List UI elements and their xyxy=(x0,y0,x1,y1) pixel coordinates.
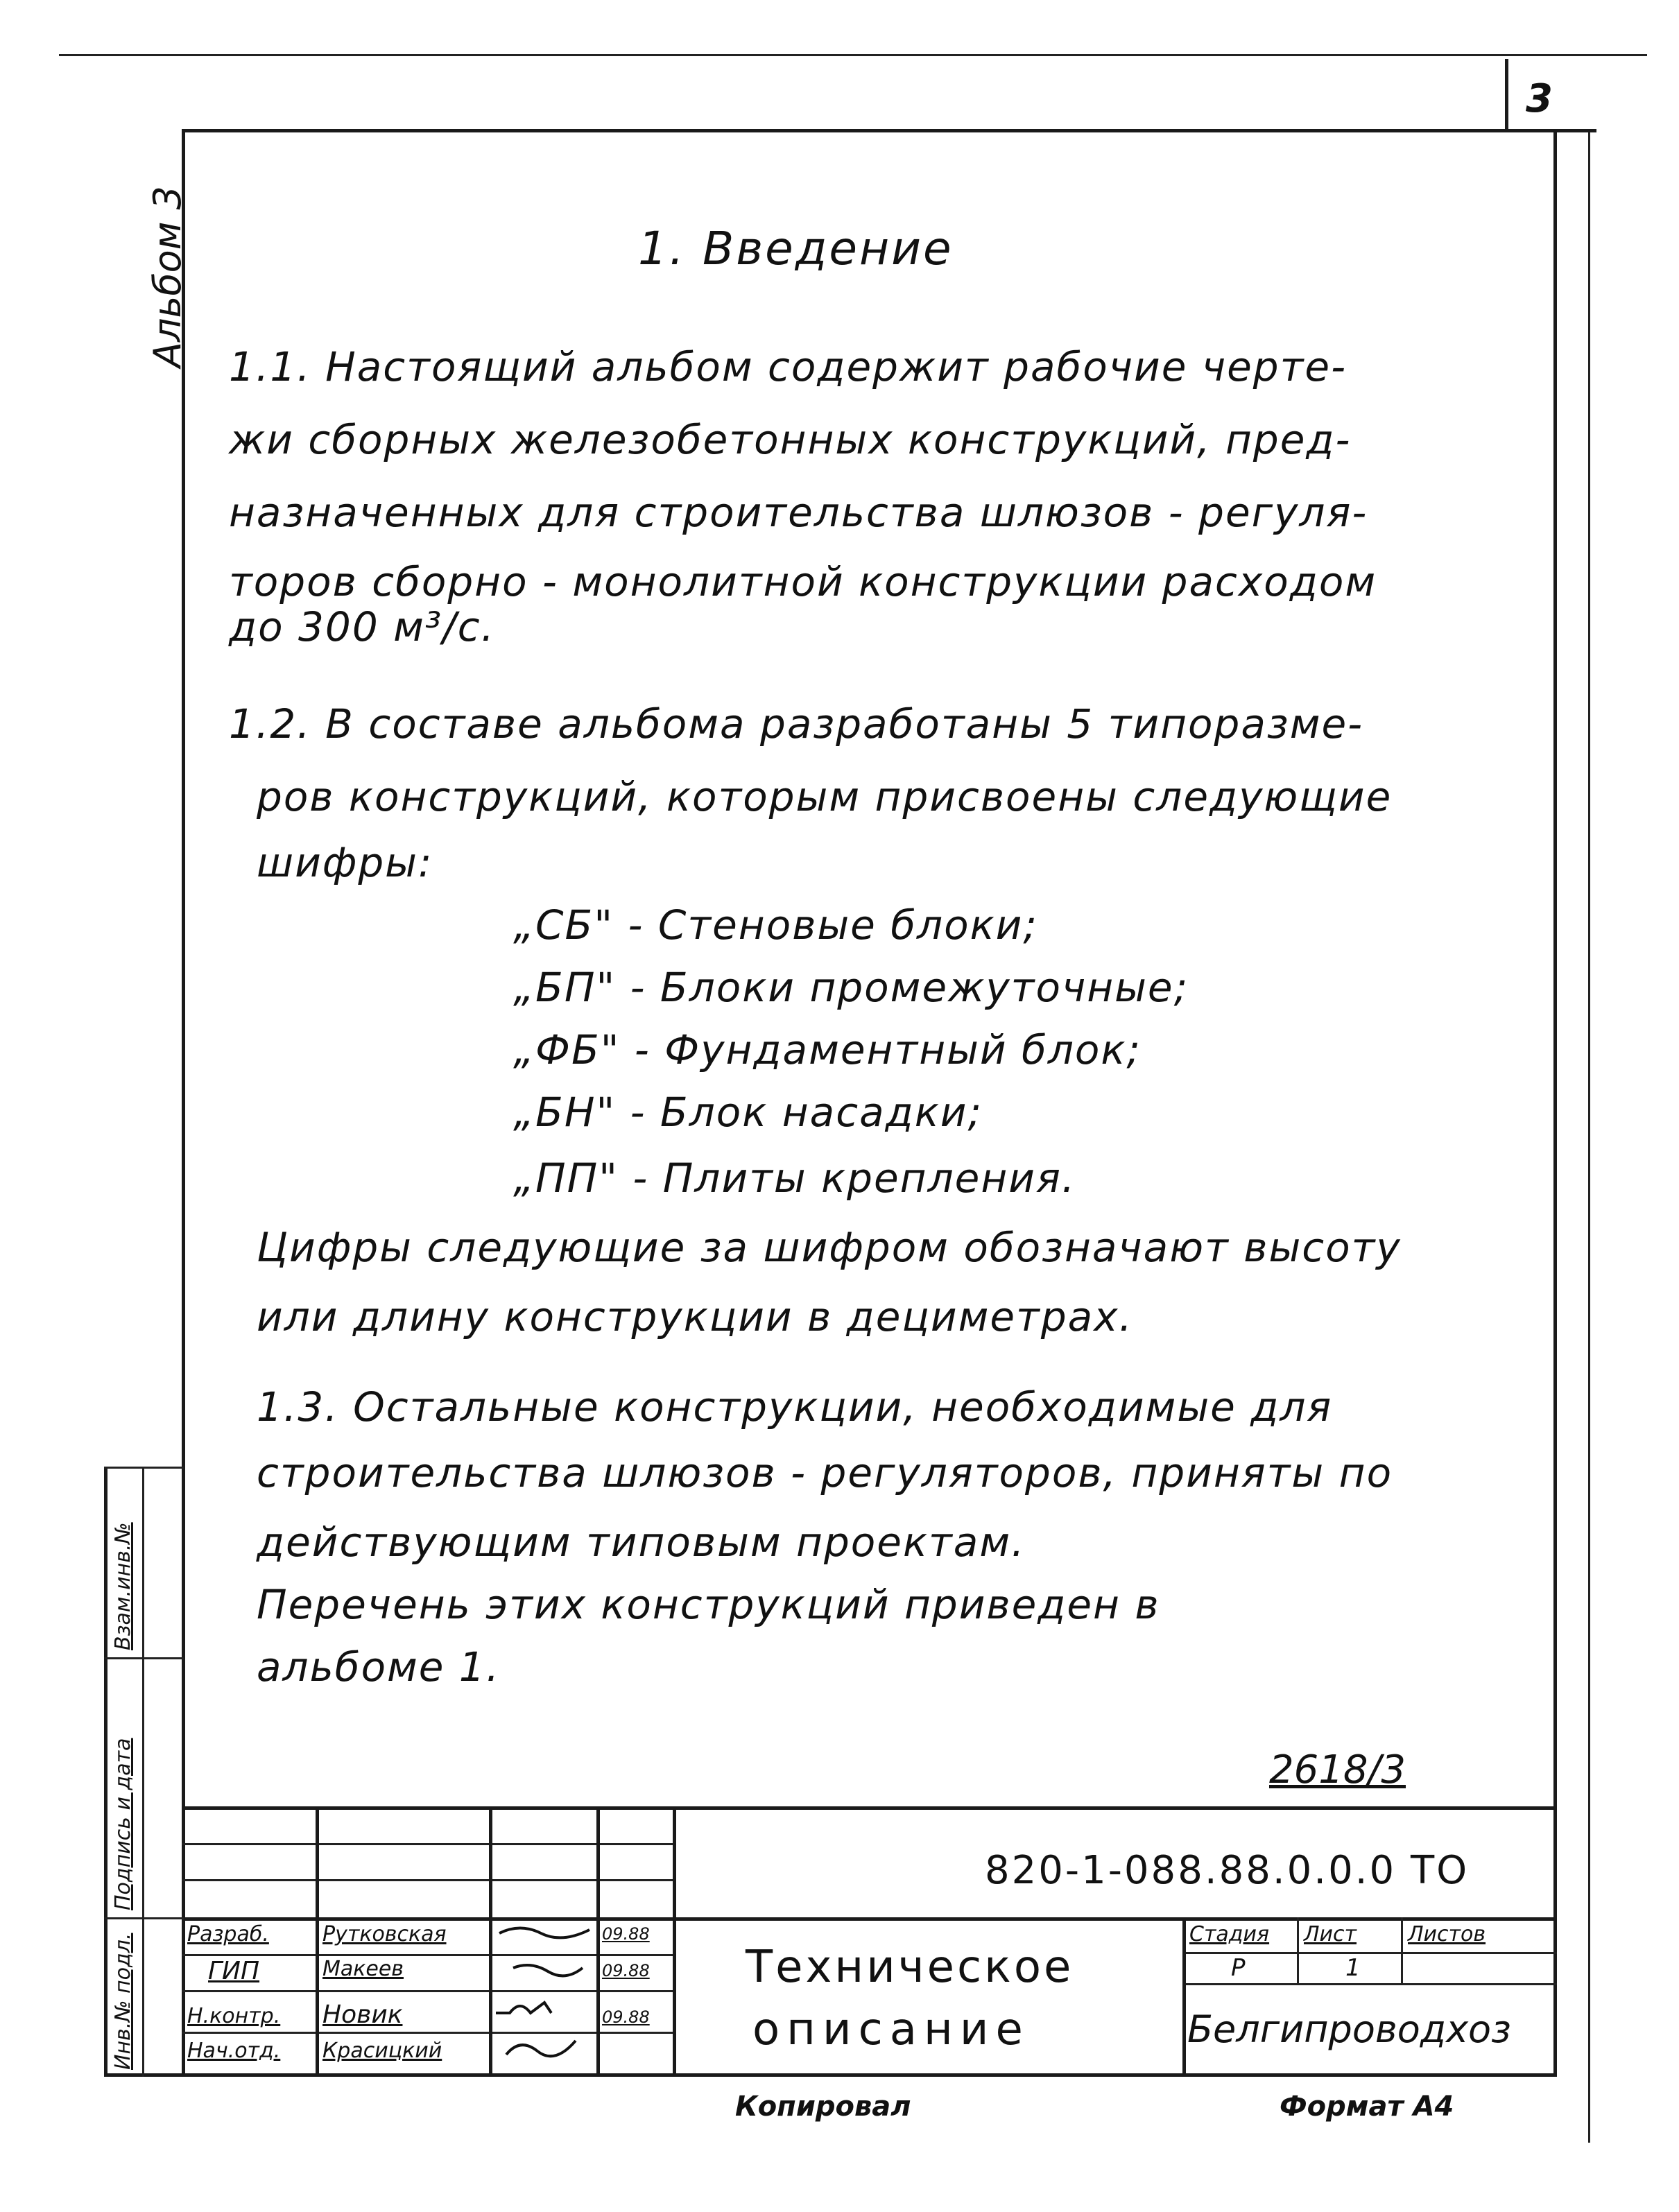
paragraph-3-line: строительства шлюзов - регуляторов, приняты по xyxy=(257,1449,1393,1496)
name-cell: Макеев xyxy=(322,1957,404,1981)
role-cell: Н.контр. xyxy=(187,2004,281,2028)
name-cell: Новик xyxy=(322,2001,403,2029)
code-list-item: „ФБ" - Фундаментный блок; xyxy=(513,1026,1142,1073)
code-list-item: „ПП" - Плиты крепления. xyxy=(513,1155,1076,1202)
digits-paragraph-line: или длину конструкции в дециметрах. xyxy=(257,1293,1133,1340)
side-strip-divider xyxy=(142,1467,144,2077)
stamp-grid-line xyxy=(182,1990,674,1992)
frame-top xyxy=(182,129,1596,132)
stage-value: Р xyxy=(1231,1954,1246,1982)
stamp-grid-line xyxy=(1182,1917,1186,2077)
paragraph-1-line: назначенных для строительства шлюзов - регуля- xyxy=(229,489,1368,536)
paragraph-1-line: торов сборно - монолитной конструкции расходом xyxy=(229,558,1377,605)
inventory-number: 2618/3 xyxy=(1269,1747,1406,1792)
document-code: 820-1-088.88.0.0.0 ТО xyxy=(985,1848,1470,1893)
stamp-grid-line xyxy=(182,1954,674,1956)
frame-left xyxy=(182,129,185,2076)
stamp-grid-line xyxy=(316,1806,319,2077)
paragraph-3-line: 1.3. Остальные конструкции, необходимые для xyxy=(257,1383,1333,1431)
outer-right-line xyxy=(1588,132,1590,2143)
side-strip-line xyxy=(104,1657,184,1659)
side-field-label: Взам.инв.№ xyxy=(111,1522,135,1650)
stamp-grid-line xyxy=(182,2032,674,2034)
organization-name: Белгипроводхоз xyxy=(1187,2007,1511,2051)
frame-bottom xyxy=(104,2073,1557,2077)
sheet-value: 1 xyxy=(1345,1954,1361,1982)
sheet-number-box-left xyxy=(1505,59,1508,131)
name-cell: Красицкий xyxy=(322,2039,442,2063)
album-label: Альбом 3 xyxy=(146,186,189,368)
role-cell: Разраб. xyxy=(187,1922,269,1946)
format-label: Формат А4 xyxy=(1280,2091,1454,2123)
digits-paragraph-line: Цифры следующие за шифром обозначают высоту xyxy=(257,1224,1402,1271)
date-cell: 09.88 xyxy=(602,1961,650,1980)
side-strip-line xyxy=(104,1917,184,1919)
sheets-label: Листов xyxy=(1408,1922,1486,1946)
document-subtitle: описание xyxy=(752,2004,1030,2055)
paragraph-3-line: альбоме 1. xyxy=(257,1643,501,1691)
paragraph-2-line: шифры: xyxy=(257,839,433,886)
stamp-grid-line xyxy=(1297,1917,1299,1983)
stamp-grid-line xyxy=(1182,1983,1557,1985)
code-list-item: „БП" - Блоки промежуточные; xyxy=(513,964,1189,1011)
stamp-mid-line xyxy=(182,1917,1555,1921)
side-strip-line xyxy=(104,1467,184,1469)
code-list-item: „СБ" - Стеновые блоки; xyxy=(513,901,1038,949)
paragraph-1-line: до 300 м³/с. xyxy=(229,603,496,650)
stamp-grid-line xyxy=(673,1806,676,2077)
date-cell: 09.88 xyxy=(602,2007,650,2027)
side-field-label: Подпись и дата xyxy=(111,1738,135,1910)
paragraph-3-line: действующим типовым проектам. xyxy=(257,1519,1026,1566)
paragraph-1-line: 1.1. Настоящий альбом содержит рабочие черте- xyxy=(229,343,1347,390)
role-cell: ГИП xyxy=(208,1957,260,1985)
copied-by-label: Копировал xyxy=(735,2091,911,2123)
sheet-number: 3 xyxy=(1526,76,1553,121)
name-cell: Рутковская xyxy=(322,1922,447,1946)
side-strip-left xyxy=(104,1467,107,2077)
document-title: Техническое xyxy=(746,1942,1074,1993)
role-cell: Нач.отд. xyxy=(187,2039,281,2063)
stamp-grid-line xyxy=(596,1806,600,2077)
side-field-label: Инв.№ подл. xyxy=(111,1933,135,2070)
frame-right xyxy=(1553,129,1557,2076)
stamp-grid-line xyxy=(1401,1917,1403,1983)
stamp-grid-line xyxy=(182,1879,674,1881)
date-cell: 09.88 xyxy=(602,1924,650,1944)
top-edge-line xyxy=(59,54,1647,56)
signature-marks xyxy=(492,1919,596,2072)
paragraph-2-line: ров конструкций, которым присвоены следующие xyxy=(257,773,1393,820)
stage-label: Стадия xyxy=(1189,1922,1270,1946)
stamp-top-line xyxy=(182,1806,1555,1810)
paragraph-1-line: жи сборных железобетонных конструкций, пред- xyxy=(229,416,1352,463)
paragraph-3-line: Перечень этих конструкций приведен в xyxy=(257,1581,1160,1628)
page-title: 1. Введение xyxy=(638,222,954,275)
code-list-item: „БН" - Блок насадки; xyxy=(513,1089,983,1136)
sheet-label: Лист xyxy=(1304,1922,1357,1946)
stamp-grid-line xyxy=(182,1843,674,1845)
paragraph-2-line: 1.2. В составе альбома разработаны 5 типоразме- xyxy=(229,700,1364,748)
